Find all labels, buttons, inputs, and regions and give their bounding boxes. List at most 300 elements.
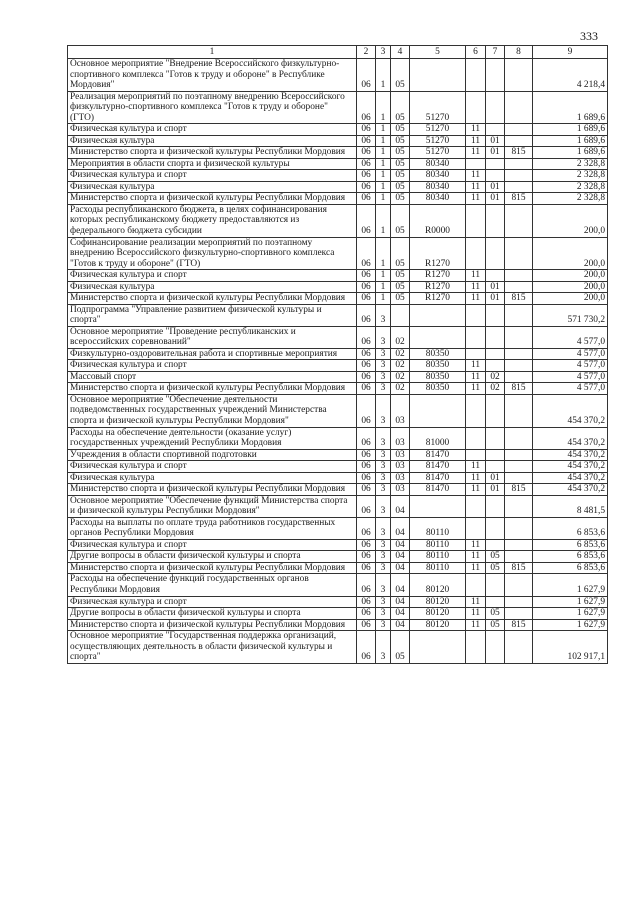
- row-code-8: [505, 360, 533, 372]
- row-code-7: [486, 237, 505, 270]
- row-code-2: 06: [357, 59, 376, 92]
- table-row: [68, 472, 608, 484]
- row-code-8: [505, 551, 533, 563]
- row-name: Министерство спорта и физической культуры Республики Мордовия: [68, 383, 357, 395]
- column-header: 9: [533, 46, 608, 59]
- row-code-2: 06: [357, 427, 376, 449]
- row-code-6: 11: [466, 539, 486, 551]
- row-code-4: 05: [391, 124, 410, 136]
- row-name: Расходы республиканского бюджета, в целях софинансирования которых республиканскому бюджету предоставляются из федерального бюджета субсидии: [68, 204, 357, 237]
- column-header: 4: [391, 46, 410, 59]
- row-code-6: [466, 59, 486, 92]
- row-code-8: [505, 427, 533, 449]
- row-code-3: 1: [376, 91, 391, 124]
- row-sum: 6 853,6: [533, 539, 608, 551]
- row-code-8: 815: [505, 562, 533, 574]
- row-name: Физическая культура: [68, 472, 357, 484]
- row-code-8: [505, 472, 533, 484]
- row-code-8: [505, 495, 533, 517]
- row-code-5: 81470: [410, 449, 466, 461]
- table-row: [68, 495, 608, 517]
- row-code-2: 06: [357, 193, 376, 205]
- row-code-6: [466, 394, 486, 427]
- row-code-6: [466, 574, 486, 596]
- row-code-8: [505, 281, 533, 293]
- row-code-6: 11: [466, 551, 486, 563]
- table-row: [68, 360, 608, 372]
- row-sum: 200,0: [533, 293, 608, 305]
- row-code-3: 3: [376, 371, 391, 383]
- row-sum: 4 577,0: [533, 360, 608, 372]
- row-sum: 454 370,2: [533, 394, 608, 427]
- row-code-7: [486, 596, 505, 608]
- row-code-6: [466, 517, 486, 539]
- row-code-3: 3: [376, 619, 391, 631]
- row-code-7: 05: [486, 619, 505, 631]
- row-code-8: 815: [505, 619, 533, 631]
- row-code-8: [505, 596, 533, 608]
- row-code-2: 06: [357, 383, 376, 395]
- row-sum: 6 853,6: [533, 562, 608, 574]
- row-code-2: 06: [357, 539, 376, 551]
- row-code-7: [486, 348, 505, 360]
- column-header: 2: [357, 46, 376, 59]
- row-code-4: 05: [391, 59, 410, 92]
- row-code-2: 06: [357, 326, 376, 348]
- row-code-3: 3: [376, 539, 391, 551]
- table-row: [68, 158, 608, 170]
- table-row: [68, 326, 608, 348]
- row-code-8: 815: [505, 484, 533, 496]
- row-code-2: 06: [357, 360, 376, 372]
- row-code-7: [486, 360, 505, 372]
- row-name: Министерство спорта и физической культуры Республики Мордовия: [68, 147, 357, 159]
- row-sum: 2 328,8: [533, 181, 608, 193]
- row-code-6: 11: [466, 371, 486, 383]
- row-sum: 454 370,2: [533, 449, 608, 461]
- row-code-7: [486, 517, 505, 539]
- row-code-2: 06: [357, 631, 376, 664]
- table-row: [68, 449, 608, 461]
- row-sum: 2 328,8: [533, 158, 608, 170]
- row-sum: 571 730,2: [533, 304, 608, 326]
- row-code-5: [410, 495, 466, 517]
- row-code-4: 05: [391, 193, 410, 205]
- row-code-4: 04: [391, 596, 410, 608]
- row-code-3: 1: [376, 193, 391, 205]
- table-row: [68, 170, 608, 182]
- row-sum: 1 627,9: [533, 574, 608, 596]
- table-row: [68, 181, 608, 193]
- row-code-6: 11: [466, 608, 486, 620]
- row-code-5: 80340: [410, 170, 466, 182]
- row-code-4: 03: [391, 461, 410, 473]
- row-code-2: 06: [357, 158, 376, 170]
- row-code-2: 06: [357, 371, 376, 383]
- row-code-7: 05: [486, 551, 505, 563]
- row-sum: 200,0: [533, 237, 608, 270]
- row-code-5: 80340: [410, 158, 466, 170]
- row-code-6: 11: [466, 281, 486, 293]
- row-code-4: [391, 304, 410, 326]
- table-row: [68, 124, 608, 136]
- row-code-4: 04: [391, 517, 410, 539]
- row-code-3: 1: [376, 158, 391, 170]
- row-code-3: 1: [376, 181, 391, 193]
- row-code-7: [486, 204, 505, 237]
- table-row: [68, 348, 608, 360]
- row-code-3: 3: [376, 608, 391, 620]
- row-code-7: [486, 124, 505, 136]
- row-name: Другие вопросы в области физической культуры и спорта: [68, 551, 357, 563]
- row-code-4: 04: [391, 539, 410, 551]
- row-name: Физическая культура и спорт: [68, 170, 357, 182]
- row-code-8: [505, 270, 533, 282]
- row-code-7: [486, 539, 505, 551]
- row-code-4: 05: [391, 281, 410, 293]
- row-code-5: 80350: [410, 348, 466, 360]
- row-code-4: 03: [391, 472, 410, 484]
- row-code-8: [505, 348, 533, 360]
- row-code-4: 03: [391, 394, 410, 427]
- row-code-3: 1: [376, 59, 391, 92]
- row-code-3: 3: [376, 517, 391, 539]
- row-code-5: 81000: [410, 427, 466, 449]
- row-code-3: 1: [376, 135, 391, 147]
- row-name: Министерство спорта и физической культуры Республики Мордовия: [68, 193, 357, 205]
- row-code-6: [466, 237, 486, 270]
- row-code-4: 04: [391, 495, 410, 517]
- row-code-8: [505, 158, 533, 170]
- row-sum: 1 627,9: [533, 608, 608, 620]
- column-header: 1: [68, 46, 357, 59]
- row-sum: 454 370,2: [533, 461, 608, 473]
- row-code-5: 80120: [410, 596, 466, 608]
- row-name: Физическая культура и спорт: [68, 596, 357, 608]
- row-code-3: 3: [376, 461, 391, 473]
- row-code-6: [466, 449, 486, 461]
- row-code-8: [505, 304, 533, 326]
- row-code-6: [466, 427, 486, 449]
- table-row: [68, 281, 608, 293]
- row-sum: 4 577,0: [533, 371, 608, 383]
- row-name: Физическая культура: [68, 181, 357, 193]
- row-name: Расходы на обеспечение деятельности (оказание услуг) государственных учреждений Республики Мордовия: [68, 427, 357, 449]
- row-code-3: 3: [376, 394, 391, 427]
- row-code-3: 3: [376, 304, 391, 326]
- row-code-2: 06: [357, 304, 376, 326]
- table-row: [68, 539, 608, 551]
- table-row: [68, 596, 608, 608]
- row-code-6: [466, 204, 486, 237]
- row-code-7: [486, 461, 505, 473]
- row-code-8: 815: [505, 193, 533, 205]
- row-code-2: 06: [357, 495, 376, 517]
- row-name: Физкультурно-оздоровительная работа и спортивные мероприятия: [68, 348, 357, 360]
- row-code-5: R1270: [410, 237, 466, 270]
- row-code-8: [505, 449, 533, 461]
- row-sum: 8 481,5: [533, 495, 608, 517]
- row-code-2: 06: [357, 574, 376, 596]
- row-code-2: 06: [357, 170, 376, 182]
- row-code-8: 815: [505, 147, 533, 159]
- row-code-2: 06: [357, 551, 376, 563]
- row-code-6: 11: [466, 461, 486, 473]
- row-code-2: 06: [357, 147, 376, 159]
- row-code-8: [505, 170, 533, 182]
- row-code-3: 1: [376, 147, 391, 159]
- row-code-8: [505, 461, 533, 473]
- row-code-7: [486, 170, 505, 182]
- row-sum: 1 689,6: [533, 91, 608, 124]
- row-code-7: 01: [486, 293, 505, 305]
- row-code-4: 04: [391, 562, 410, 574]
- row-code-4: 05: [391, 158, 410, 170]
- row-name: Физическая культура и спорт: [68, 461, 357, 473]
- row-name: Учреждения в области спортивной подготовки: [68, 449, 357, 461]
- row-code-8: 815: [505, 383, 533, 395]
- row-code-7: 01: [486, 193, 505, 205]
- row-code-5: R1270: [410, 293, 466, 305]
- column-header: 7: [486, 46, 505, 59]
- row-code-6: 11: [466, 360, 486, 372]
- row-sum: 1 689,6: [533, 124, 608, 136]
- row-code-5: 80350: [410, 383, 466, 395]
- row-code-7: 02: [486, 383, 505, 395]
- row-code-5: 80110: [410, 539, 466, 551]
- row-code-2: 06: [357, 484, 376, 496]
- row-code-5: 80340: [410, 193, 466, 205]
- row-code-7: 05: [486, 608, 505, 620]
- row-code-6: 11: [466, 270, 486, 282]
- row-code-2: 06: [357, 562, 376, 574]
- row-code-3: 1: [376, 170, 391, 182]
- column-header: 6: [466, 46, 486, 59]
- row-code-6: [466, 495, 486, 517]
- row-code-7: [486, 574, 505, 596]
- row-name: Мероприятия в области спорта и физической культуры: [68, 158, 357, 170]
- row-code-2: 06: [357, 596, 376, 608]
- row-code-4: 05: [391, 170, 410, 182]
- row-code-5: 51270: [410, 135, 466, 147]
- row-code-3: 3: [376, 449, 391, 461]
- row-code-5: 81470: [410, 472, 466, 484]
- row-code-8: [505, 237, 533, 270]
- row-sum: 200,0: [533, 204, 608, 237]
- row-code-5: 80110: [410, 551, 466, 563]
- row-sum: 1 689,6: [533, 147, 608, 159]
- row-code-3: 3: [376, 562, 391, 574]
- row-code-6: 11: [466, 170, 486, 182]
- row-name: Физическая культура: [68, 281, 357, 293]
- row-code-8: [505, 517, 533, 539]
- row-code-4: 02: [391, 371, 410, 383]
- row-code-8: [505, 574, 533, 596]
- row-code-2: 06: [357, 472, 376, 484]
- row-sum: 454 370,2: [533, 484, 608, 496]
- row-code-2: 06: [357, 461, 376, 473]
- row-code-5: 51270: [410, 147, 466, 159]
- row-code-2: 06: [357, 181, 376, 193]
- row-code-3: 1: [376, 293, 391, 305]
- row-code-6: 11: [466, 293, 486, 305]
- row-code-4: 02: [391, 326, 410, 348]
- row-code-3: 3: [376, 484, 391, 496]
- row-code-8: [505, 135, 533, 147]
- table-header: [68, 46, 608, 59]
- row-sum: 2 328,8: [533, 170, 608, 182]
- row-code-6: 11: [466, 383, 486, 395]
- row-code-3: 3: [376, 427, 391, 449]
- table-row: [68, 551, 608, 563]
- row-code-5: 51270: [410, 91, 466, 124]
- row-name: Массовый спорт: [68, 371, 357, 383]
- row-name: Основное мероприятие "Обеспечение функций Министерства спорта и физической культуры Республики Мордовия": [68, 495, 357, 517]
- table-row: [68, 204, 608, 237]
- row-code-7: [486, 631, 505, 664]
- table-row: [68, 574, 608, 596]
- row-code-4: 05: [391, 237, 410, 270]
- row-code-2: 06: [357, 124, 376, 136]
- row-sum: 4 577,0: [533, 326, 608, 348]
- row-code-3: 1: [376, 270, 391, 282]
- row-code-2: 06: [357, 91, 376, 124]
- table-row: [68, 270, 608, 282]
- row-code-5: [410, 394, 466, 427]
- row-name: Основное мероприятие "Государственная поддержка организаций, осуществляющих деятельность в области физической культуры и спорта": [68, 631, 357, 664]
- table-row: [68, 517, 608, 539]
- row-sum: 4 218,4: [533, 59, 608, 92]
- row-code-6: 11: [466, 181, 486, 193]
- row-code-8: [505, 608, 533, 620]
- row-sum: 4 577,0: [533, 348, 608, 360]
- row-code-4: 05: [391, 147, 410, 159]
- row-code-7: [486, 270, 505, 282]
- row-code-3: 3: [376, 472, 391, 484]
- row-code-7: 02: [486, 371, 505, 383]
- row-code-4: 05: [391, 293, 410, 305]
- row-code-7: 01: [486, 135, 505, 147]
- row-code-6: [466, 326, 486, 348]
- row-code-7: [486, 495, 505, 517]
- row-code-4: 02: [391, 383, 410, 395]
- row-code-7: 01: [486, 472, 505, 484]
- table-row: [68, 147, 608, 159]
- row-code-4: 02: [391, 348, 410, 360]
- row-code-3: 3: [376, 383, 391, 395]
- row-code-5: 81470: [410, 461, 466, 473]
- row-code-7: 05: [486, 562, 505, 574]
- row-code-2: 06: [357, 204, 376, 237]
- row-code-5: 80110: [410, 517, 466, 539]
- row-code-6: [466, 91, 486, 124]
- column-header: 5: [410, 46, 466, 59]
- row-code-2: 06: [357, 348, 376, 360]
- row-code-4: 05: [391, 91, 410, 124]
- row-code-8: [505, 631, 533, 664]
- row-code-3: 3: [376, 574, 391, 596]
- row-code-5: [410, 304, 466, 326]
- row-code-5: 51270: [410, 124, 466, 136]
- table-row: [68, 371, 608, 383]
- table-row: [68, 461, 608, 473]
- row-code-2: 06: [357, 449, 376, 461]
- table-row: [68, 484, 608, 496]
- row-code-6: [466, 348, 486, 360]
- row-code-8: [505, 59, 533, 92]
- row-code-7: 01: [486, 147, 505, 159]
- row-name: Основное мероприятие "Внедрение Всероссийского физкультурно-спортивного комплекса "Готов к труду и обороне" в Республике Мордовия": [68, 59, 357, 92]
- row-sum: 102 917,1: [533, 631, 608, 664]
- row-code-4: 05: [391, 204, 410, 237]
- row-name: Министерство спорта и физической культуры Республики Мордовия: [68, 619, 357, 631]
- row-sum: 1 689,6: [533, 135, 608, 147]
- row-sum: 4 577,0: [533, 383, 608, 395]
- table-row: [68, 293, 608, 305]
- row-name: Основное мероприятие "Обеспечение деятельности подведомственных государственных учреждений Министерства спорта и физической культуры Республики Мордовия": [68, 394, 357, 427]
- row-code-5: R0000: [410, 204, 466, 237]
- row-code-4: 02: [391, 360, 410, 372]
- row-code-5: R1270: [410, 281, 466, 293]
- row-name: Основное мероприятие "Проведение республиканских и всероссийских соревнований": [68, 326, 357, 348]
- row-name: Физическая культура и спорт: [68, 539, 357, 551]
- row-code-6: 11: [466, 124, 486, 136]
- row-code-4: 03: [391, 484, 410, 496]
- row-code-6: 11: [466, 484, 486, 496]
- table-row: [68, 237, 608, 270]
- row-sum: 6 853,6: [533, 517, 608, 539]
- row-code-2: 06: [357, 608, 376, 620]
- row-code-2: 06: [357, 293, 376, 305]
- row-code-2: 06: [357, 135, 376, 147]
- table-row: [68, 562, 608, 574]
- row-code-2: 06: [357, 517, 376, 539]
- table-row: [68, 59, 608, 92]
- row-sum: 200,0: [533, 281, 608, 293]
- row-code-4: 04: [391, 619, 410, 631]
- row-code-8: [505, 91, 533, 124]
- page-number: 333: [580, 29, 598, 43]
- row-code-3: 3: [376, 326, 391, 348]
- row-code-7: [486, 304, 505, 326]
- row-code-3: 1: [376, 237, 391, 270]
- row-code-6: [466, 631, 486, 664]
- table-row: [68, 608, 608, 620]
- table-body: [68, 59, 608, 664]
- table-row: [68, 383, 608, 395]
- row-code-5: [410, 59, 466, 92]
- row-code-5: 80340: [410, 181, 466, 193]
- row-code-6: 11: [466, 472, 486, 484]
- row-code-7: 01: [486, 281, 505, 293]
- row-code-7: 01: [486, 484, 505, 496]
- row-code-4: 03: [391, 427, 410, 449]
- row-code-7: [486, 158, 505, 170]
- table-row: [68, 394, 608, 427]
- row-code-5: 80120: [410, 574, 466, 596]
- row-code-4: 04: [391, 574, 410, 596]
- row-code-3: 1: [376, 204, 391, 237]
- row-code-7: [486, 91, 505, 124]
- row-code-6: 11: [466, 596, 486, 608]
- row-code-3: 1: [376, 124, 391, 136]
- row-sum: 1 627,9: [533, 596, 608, 608]
- table-row: [68, 631, 608, 664]
- row-name: Софинансирование реализации мероприятий по поэтапному внедрению Всероссийского физкультурно-спортивного комплекса "Готов к труду и обороне" (ГТО): [68, 237, 357, 270]
- table-row: [68, 193, 608, 205]
- row-code-4: 04: [391, 551, 410, 563]
- budget-table: [67, 45, 608, 664]
